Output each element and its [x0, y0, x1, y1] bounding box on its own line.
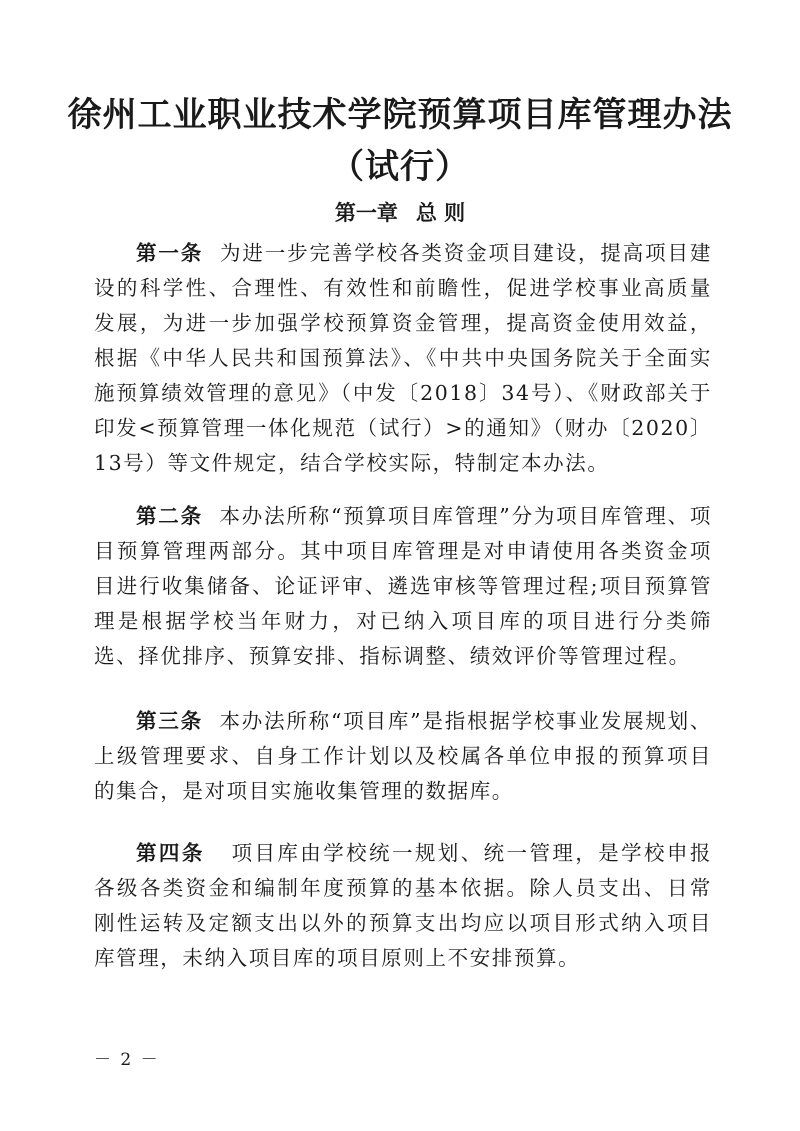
document-title-subtitle: （试行）	[330, 147, 470, 187]
article-body: 本办法所称“预算项目库管理”分为项目库管理、项目预算管理两部分。其中项目库管理是对申请使用各类资金项目进行收集储备、论证评审、遴选审核等管理过程;项目预算管理是根据学校当年财力，对已纳入项目库的项目进行分类筛选、择优排序、预算安排、指标调整、绩效评价等管理过程。	[94, 504, 713, 668]
chapter-title: 总 则	[415, 200, 466, 225]
article-1	[94, 236, 712, 481]
article-body: 本办法所称“项目库”是指根据学校事业发展规划、上级管理要求、自身工作计划以及校属各单位申报的预算项目的集合，是对项目实施收集管理的数据库。	[94, 709, 713, 803]
article-body: 项目库由学校统一规划、统一管理，是学校申报各级各类资金和编制年度预算的基本依据。除人员支出、日常刚性运转及定额支出以外的预算支出均应以项目形式纳入项目库管理，未纳入项目库的项目原则上不安排预算。	[94, 841, 712, 970]
article-3	[94, 704, 712, 809]
article-heading: 第四条	[136, 841, 205, 865]
article-heading: 第一条	[136, 241, 204, 265]
chapter-heading	[0, 198, 800, 228]
chapter-label: 第一章	[334, 200, 398, 225]
article-4	[94, 836, 712, 976]
document-title: 徐州工业职业技术学院预算项目库管理办法	[67, 95, 733, 135]
article-heading: 第三条	[136, 709, 203, 733]
page-number: － 2 －	[94, 1050, 160, 1070]
article-2	[94, 499, 712, 674]
article-body: 为进一步完善学校各类资金项目建设，提高项目建设的科学性、合理性、有效性和前瞻性，促进学校事业高质量发展，为进一步加强学校预算资金管理，提高资金使用效益，根据《中华人民共和国预算法》、《中共中央国务院关于全面实施预算绩效管理的意见》（中发〔2018〕34号）、《财政部关于印发<预算管理一体化规范（试行）>的通知》（财办〔2020〕13号）等文件规定，结合学校实际，特制定本办法。	[94, 241, 712, 475]
article-heading: 第二条	[136, 504, 203, 528]
